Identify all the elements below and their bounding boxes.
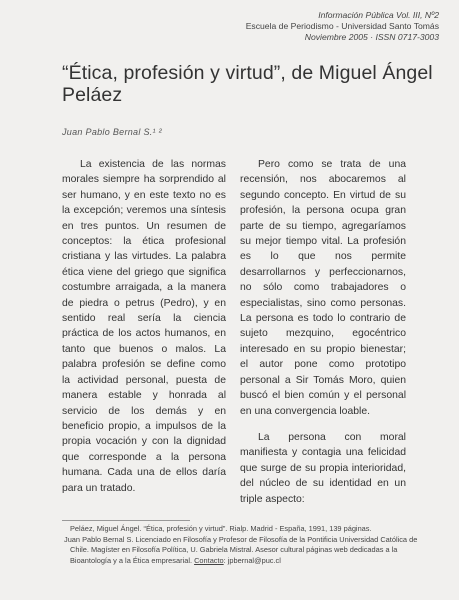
footnote-1: Peláez, Miguel Ángel. “Ética, profesión y virtud”. Rialp. Madrid - España, 1991, 139 páginas. (70, 524, 372, 533)
body-paragraph: La existencia de las normas morales siempre ha sorprendido al ser humano, y en este texto no es la excepción; veremos una síntesis en tres puntos. Un resumen de conceptos: la ética profesional cristiana y las virtudes. La palabra ética viene del griego que significa costumbre arraigada, a la manera de piedra o petrus (Pedro), y en sentido real sería la ciencia práctica de los actos humanos, en tanto que buenos o malos. La palabra profesión se define como la actividad personal, puesta de manera estable y honrada al servicio de los demás y en beneficio propio, a impulsos de la propia vocación y con la dignidad que corresponde a la persona humana. Cada una de ellos daría para un tratado. (62, 159, 226, 494)
contact-email[interactable]: : jpbernal@puc.cl (223, 555, 281, 565)
footnote-2-text: Juan Pablo Bernal S. Licenciado en Filosofía y Profesor de Filosofía de la Pontificia Universidad Católica de Chile. Magíster en Filosofía Política, U. Gabriela Mistral. Asesor cultural páginas web dedicadas a la Bioantología y a la Ética empresarial. (64, 534, 418, 565)
text-column-left (62, 157, 226, 496)
body-paragraph: Pero como se trata de una recensión, nos abocaremos al segundo concepto. En virtud de su profesión, la persona ocupa gran parte de su tiempo, agregaríamos su mejor tiempo vital. La profesión es lo que nos permite desarrollarnos y perfeccionarnos, no sólo como trabajadores o especialistas, sino como personas. La persona es todo lo contrario de sujeto mezquino, egocéntrico interesado en su propio bienestar; el autor pone como prototipo personal a Sir Tomás Moro, quien buscó el bien común y el personal en una convergencia loable. (240, 159, 406, 417)
journal-school: Escuela de Periodismo - Universidad Santo Tomás (245, 21, 439, 31)
contact-label: Contacto (194, 555, 224, 565)
journal-issue-date: Noviembre 2005 · ISSN 0717-3003 (304, 32, 439, 42)
footnote-2 (60, 535, 420, 567)
journal-title: Información Pública Vol. III, Nº2 (318, 10, 439, 20)
footnotes (60, 524, 420, 566)
body-paragraph: La persona con moral manifiesta y contagia una felicidad que surge de su propia interioridad, del núcleo de su identidad en un triple aspecto: (240, 431, 406, 505)
journal-header (219, 10, 439, 43)
footnote-divider (62, 520, 190, 521)
text-column-right (240, 157, 406, 507)
article-title: “Ética, profesión y virtud”, de Miguel Ángel Peláez (62, 62, 433, 106)
author-byline: Juan Pablo Bernal S.¹ ² (62, 127, 162, 137)
